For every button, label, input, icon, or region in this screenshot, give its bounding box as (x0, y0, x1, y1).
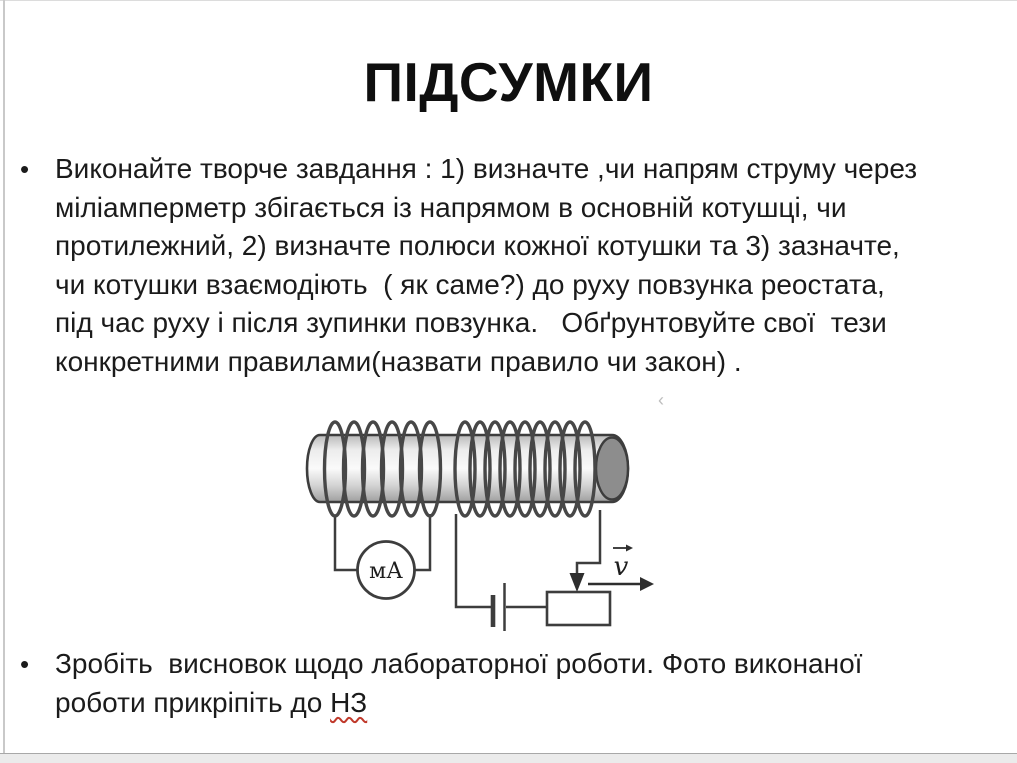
milliammeter (358, 542, 415, 599)
bullet2-line1: Зробіть висновок щодо лабораторної роботи. Фото виконаної (55, 648, 863, 679)
bullet2-line2 (55, 684, 862, 723)
slide-title: ПІДСУМКИ (363, 51, 654, 113)
velocity-label-text: v (613, 552, 629, 582)
circuit-figure (290, 396, 690, 641)
bullet1-line2: міліамперметр збігається із напрямом в основній котушці, чи (55, 191, 847, 223)
bullet-text-2 (55, 645, 862, 722)
milliammeter-label: мА (369, 559, 403, 584)
bullet1-line1: Виконайте творче завдання : 1) визначте ,чи напрям струму через (55, 153, 918, 184)
bullet1-line6: конкретними правилами(назвати правило чи закон) . (55, 345, 742, 377)
core-end-cap (596, 438, 628, 500)
stray-chevron-glyph: ‹ (658, 390, 664, 410)
battery (493, 583, 505, 631)
velocity-label (613, 545, 633, 583)
bullet-marker-1: • (20, 154, 30, 184)
bullet1-line4: чи котушки взаємодіють ( як саме?) до руху повзунка реостата, (55, 268, 885, 300)
slide-bottom-band (0, 754, 1017, 763)
slider-arrow (570, 573, 585, 592)
bullet-marker-2: • (20, 649, 30, 679)
bullet1-line5: під час руху і після зупинки повзунка. Обґрунтовуйте свої тези (55, 307, 887, 338)
bullet1-line3: протилежний, 2) визначте полюси кожної котушки та 3) зазначте, (55, 230, 900, 261)
spellcheck-flagged-word: НЗ (330, 686, 368, 718)
slide-top-edge (0, 0, 1017, 1)
bullet2-line2-text: роботи прикріпіть до (55, 686, 331, 718)
bullet-text-1 (55, 150, 917, 381)
rheostat (547, 592, 610, 625)
